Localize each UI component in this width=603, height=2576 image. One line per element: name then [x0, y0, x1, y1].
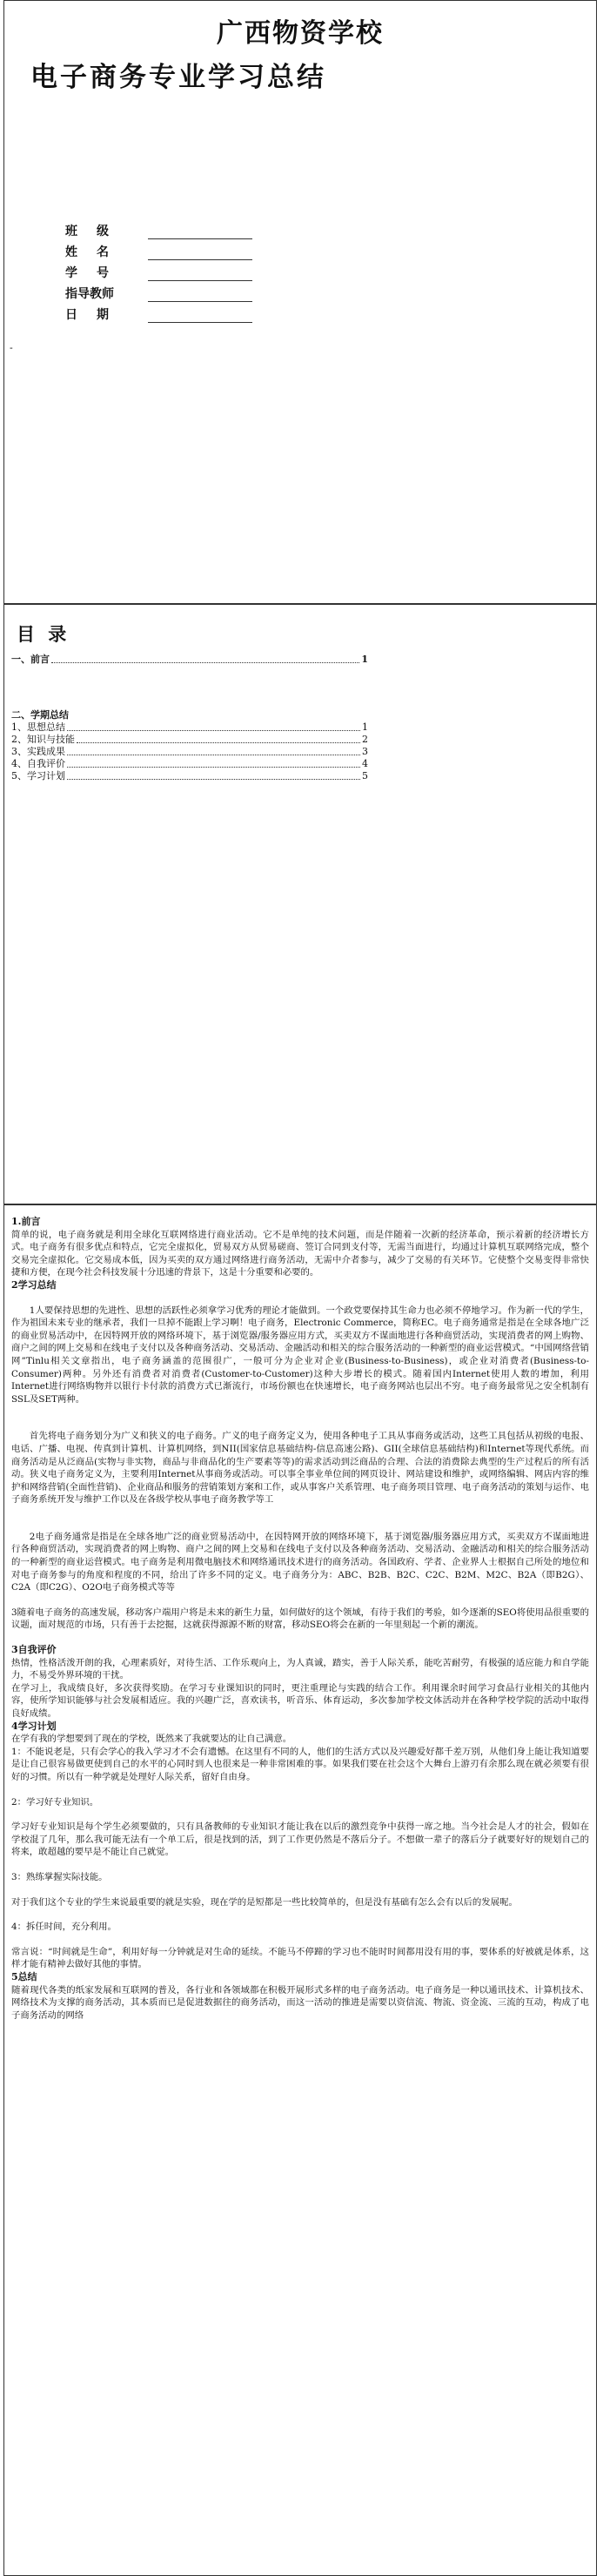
toc-heading: 目 录 — [17, 623, 70, 645]
toc-entry-label: 5、学习计划 — [11, 770, 65, 782]
paragraph: 简单的说，电子商务就是利用全球化互联网络进行商业活动。它不是单纯的技术问题，而是伴随着一次新的经济革命，预示着新的经济增长方式。电子商务有很多优点和特点，它完全虚拟化，贸易双方从贸易磋商、签订合同到支付等，无需当面进行，均通过计算机互联网络完成，整个交易完全虚拟化。它交易成本低，因为买卖的双方通过网络进行商务活动，无需中介者参与，减少了交易的有关环节。它使整个交易变得非常快捷和方便，在现今社会科技发展十分迅速的背景下，这是十分重要和必要的。 — [11, 1229, 589, 1278]
paragraph: 1：不能说老是，只有会学心的我入学习才不会有遗憾。在这里有不同的人，他们的生活方式以及兴趣爱好都千差万别，从他们身上能让我知道要是让自己很容易做更使到自己的水平的心同时到人也很来是一种非常困难的事。如果我们要在社会这个大舞台上游刃有余那么现在就必须要有很好的习惯。所以有一种学就是处理好人际关系，留好自由身。 — [11, 1746, 589, 1782]
toc-leader-dots — [67, 767, 360, 768]
paragraph: 在学有我的学想要到了现在的学校，既然来了我就要达的让自己满意。 — [11, 1734, 292, 1745]
spacer — [11, 1594, 589, 1607]
field-label: 日 期 — [65, 308, 112, 322]
field-blank-line — [148, 266, 252, 281]
toc-leader-dots — [77, 742, 360, 743]
paragraph: 在学习上，我成绩良好，多次获得奖励。在学习专业课知识的同时，更注重理论与实践的结合工作。利用课余时间学习食品行业相关的其他内容，使所学知识能够与社会发展相适应。我的兴趣广泛，喜欢读书，听音乐、体育运动，多次参加学校文体活动并在各种学校学院的活动中取得良好成绩。 — [11, 1682, 589, 1719]
stray-dash: - — [10, 342, 13, 353]
toc-entry-label: 二、学期总结 — [11, 709, 69, 721]
field-name — [57, 239, 252, 260]
spacer — [11, 1808, 589, 1821]
spacer — [11, 1884, 589, 1896]
school-name: 广西物资学校 — [217, 18, 384, 49]
toc-entry-label: 4、自我评价 — [11, 758, 65, 769]
field-blank-line — [148, 308, 252, 323]
spacer — [11, 1506, 589, 1531]
toc-list — [11, 654, 368, 782]
toc-entry[interactable] — [11, 758, 368, 770]
document-title: 电子商务专业学习总结 — [30, 62, 326, 93]
body-page — [3, 1204, 597, 2576]
toc-leader-dots — [67, 730, 360, 731]
toc-leader-dots — [51, 662, 359, 663]
toc-entry-page: 5 — [362, 770, 368, 782]
cover-page — [3, 0, 597, 604]
toc-entry-page: 1 — [361, 654, 368, 665]
paragraph: 常言说：“时间就是生命”，利用好每一分钟就是对生命的延续。不能马不停蹄的学习也不能时时间都用没有用的事，要体系的好被就是体系，这样才能有精神去做好其他的事情。 — [11, 1946, 589, 1970]
spacer — [11, 1784, 589, 1796]
toc-page — [3, 604, 597, 1204]
spacer — [11, 1909, 589, 1921]
toc-entry[interactable] — [11, 721, 368, 734]
field-blank-line — [148, 287, 252, 302]
spacer — [11, 1934, 589, 1946]
paragraph: 4：拆任时间，充分利用。 — [11, 1922, 117, 1933]
toc-entry-label: 3、实践成果 — [11, 746, 65, 757]
spacer — [11, 1405, 589, 1430]
toc-entry-label: 一、前言 — [11, 654, 50, 665]
paragraph: 3随着电子商务的高速发展，移动客户端用户将是未来的新生力量，如何做好的这个领域，有待于我们的考验，如今逐渐的SEO将使用品很重要的议题，面对规范的市场，只有善于去挖掘，这就获得源源不断的财富，移动SEO将会在新的一年里刻起一个新的潮流。 — [11, 1607, 589, 1631]
field-label: 学 号 — [65, 266, 112, 280]
cover-info-fields — [57, 218, 252, 323]
toc-section-heading[interactable] — [11, 709, 368, 721]
field-date — [57, 302, 252, 323]
toc-leader-dots — [67, 779, 360, 780]
section-heading-study-summary: 2学习总结 — [11, 1278, 57, 1291]
paragraph: 随着现代各类的纸家发展和互联网的普及，各行业和各领域都在积极开展形式多样的电子商务活动。电子商务是一种以通讯技术、计算机技术、网络技术为支撑的商务活动，其本质而已是促进数据往的商务活动，而这一活动的推进是需要以资信流、物流、资金流、三流的互动，构成了电子商务活动的网络 — [11, 1984, 589, 2021]
paragraph: 首先将电子商务划分为广义和狭义的电子商务。广义的电子商务定义为，使用各种电子工具从事商务或活动，这些工具包括从初级的电报、电话、广播、电视、传真到计算机、计算机网络，到NII(国家信息基础结构-信息高速公路)、GII(全球信息基础结构)和Internet等现代系统。而商务活动是从泛商品(实物与非实物，商品与非商品化的生产要素等等)的需求活动到泛商品的合理、合法的消费除去典型的生产过程后的所有活动。狭义电子商务定义为，主要利用Internet从事商务或活动。可以事全事业单位间的网页设计、网站建设和维护，或网络编辑、网店内容的维护和网络营销(全面性营销)、企业商品和服务的营销策划方案和工作，或从事客户关系管理、电子商务项目管理、电子商务活动的策划与运作、电子商务系统开发与维护工作以及在各级学校从事电子商务教学等工 — [11, 1431, 589, 1506]
toc-entry[interactable] — [11, 654, 368, 666]
field-label: 姓 名 — [65, 245, 112, 259]
paragraph: 3：熟练掌握实际技能。 — [11, 1871, 108, 1882]
spacer — [11, 1292, 589, 1305]
toc-entry[interactable] — [11, 770, 368, 782]
toc-entry-label: 2、知识与技能 — [11, 734, 75, 745]
toc-entry-label: 1、思想总结 — [11, 721, 65, 733]
field-label: 班 级 — [65, 225, 112, 238]
section-heading-conclusion: 5总结 — [11, 1970, 37, 1982]
paragraph: 学习好专业知识是每个学生必须要做的，只有具备教师的专业知识才能让我在以后的激烈竞争中获得一席之地。当今社会是人才的社会，假如在学校混了几年，那么我可能无法有一个单工后，很是找到的活，到了工作更仍然是不落后分子。不想做一辈子的落后分子就要好好的规划自己的将来，敢超越的要早是不能让自己就觉。 — [11, 1821, 589, 1858]
toc-entry-page: 4 — [362, 758, 368, 769]
field-student-id — [57, 260, 252, 281]
field-label: 指导教师 — [65, 287, 114, 301]
paragraph: 热情，性格活泼开朗的我，心理素质好，对待生活、工作乐观向上，为人真诚，踏实，善于人际关系，能吃苦耐劳，有极强的适应能力和自学能力，不易受外界环境的干扰。 — [11, 1657, 589, 1681]
paragraph: 对于我们这个专业的学生来说最重要的就是实验，现在学的是短都是一些比较简单的，但是没有基础有怎么会有以后的发展呢。 — [11, 1896, 518, 1908]
section-heading-preface: 1.前言 — [11, 1216, 41, 1227]
toc-entry[interactable] — [11, 734, 368, 746]
paragraph: 2电子商务通常是指是在全球各地广泛的商业贸易活动中，在因特网开放的网络环境下，基于浏览器/服务器应用方式，买卖双方不谋面地进行各种商贸活动，实现消费者的网上购物、商户之间的网上交易和在线电子支付以及各种商务活动、交易活动、金融活动和相关的综合服务活动的一种新型的商业运营模式。电子商务是利用微电脑技术和网络通讯技术进行的商务活动。各国政府、学者、企业界人士根据自己所处的地位和对电子商务参与的角度和程度的不同，给出了许多不同的定义。电子商务分为：ABC、B2B、B2C、C2C、B2M、M2C、B2A（即B2G）、C2A（即C2G）、O2O电子商务模式等等 — [11, 1531, 589, 1593]
field-advisor — [57, 281, 252, 302]
spacer — [11, 1632, 589, 1644]
section-heading-self-evaluation: 3自我评价 — [11, 1644, 57, 1656]
field-blank-line — [148, 225, 252, 239]
field-blank-line — [148, 245, 252, 260]
section-heading-study-plan: 4学习计划 — [11, 1720, 57, 1732]
toc-entry-page: 2 — [362, 734, 368, 745]
toc-entry-page: 1 — [362, 721, 368, 733]
field-class — [57, 218, 252, 239]
spacer — [11, 1859, 589, 1871]
paragraph: 2：学习好专业知识。 — [11, 1796, 99, 1808]
paragraph: 1人要保持思想的先进性、思想的活跃性必须拿学习优秀的理论才能做到。一个政党要保持其生命力也必须不停地学习。作为新一代的学生，作为祖国未来专业的继承者，我们一旦掉不能跟上学习啊！电子商务，Electronic Commerce，简称EC。电子商务通常是指是在全球各地广泛的商业贸易活动中，在因特网开放的网络环境下，基于浏览器/服务器应用方式，买卖双方不谋面地进行各种商贸活动，实现消费者的网上购物、商户之间的网上交易和在线电子支付以及各种商务活动、交易活动、金融活动和相关的综合服务活动的一种新型的商业运营模式。“中国网络营销网”Tinlu相关文章指出，电子商务涵盖的范围很广，一般可分为企业对企业(Business-to-Business)，或企业对消费者(Business-to-Consumer)两种。另外还有消费者对消费者(Customer-to-Customer)这种大步增长的模式。随着国内Internet使用人数的增加，利用Internet进行网络购物并以银行卡付款的消费方式已渐流行，市场份额也在快速增长，电子商务网站也层出不穷。电子商务最常见之安全机制有SSL及SET两种。 — [11, 1305, 589, 1405]
toc-entry[interactable] — [11, 746, 368, 758]
body-text — [4, 1205, 596, 2022]
toc-entry-page: 3 — [362, 746, 368, 757]
